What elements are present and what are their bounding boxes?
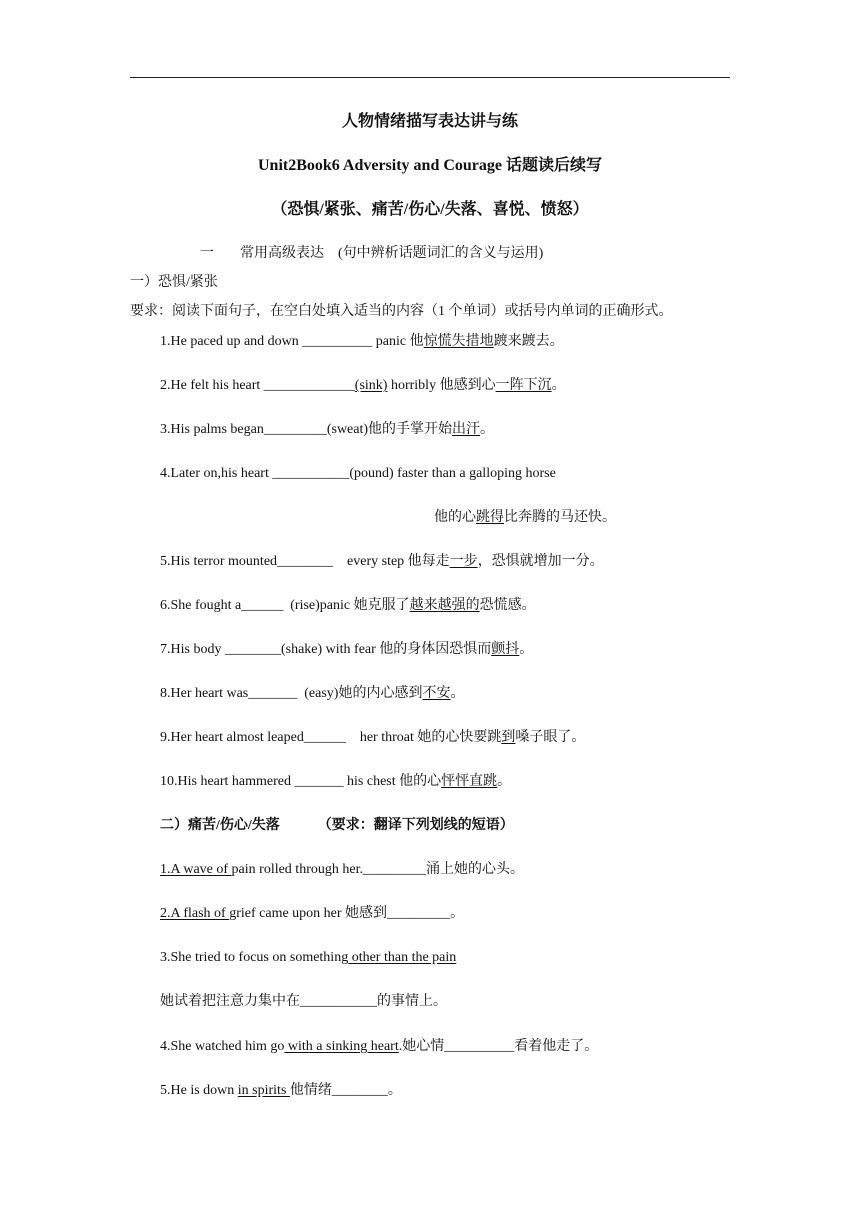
requirement-text: 要求：阅读下面句子，在空白处填入适当的内容（1 个单词）或括号内单词的正确形式。	[130, 304, 673, 319]
text-fragment: ______	[303, 730, 346, 745]
text-fragment: 2.A flash of	[160, 906, 230, 921]
text-fragment: other than the pain	[348, 950, 457, 965]
list-item	[160, 377, 566, 395]
text-fragment: __________	[302, 334, 373, 349]
text-fragment: _________	[387, 906, 451, 921]
text-fragment: (shake) with fear 他的身体因恐惧而	[280, 642, 492, 657]
section-one-title: 常用高级表达	[240, 246, 324, 261]
text-fragment: 。	[480, 422, 495, 437]
text-fragment: 他情绪	[289, 1083, 332, 1098]
text-fragment: her throat 她的心快要跳	[345, 730, 502, 745]
text-fragment: ___________	[300, 994, 377, 1009]
page-subtitle: Unit2Book6 Adversity and Courage 话题读后续写	[257, 157, 603, 174]
text-fragment: 他的心	[434, 510, 476, 525]
text-fragment: grief came upon her 她感到	[229, 906, 388, 921]
text-fragment: 8.Her heart was	[160, 686, 249, 701]
text-fragment: (sweat)他的手掌开始	[326, 422, 453, 437]
text-fragment: 。	[450, 686, 465, 701]
text-fragment: 3.His palms began	[160, 422, 264, 437]
text-fragment: 9.Her heart almost leaped	[160, 730, 304, 745]
text-fragment: 。	[519, 642, 534, 657]
list-item	[160, 641, 533, 659]
list-item	[160, 333, 564, 351]
text-fragment: 一阵下沉	[495, 378, 552, 393]
text-fragment: panic 他	[372, 334, 424, 349]
text-fragment: _____________	[263, 378, 355, 393]
text-fragment: 1.He paced up and down	[160, 334, 303, 349]
text-fragment: 7.His body	[160, 642, 225, 657]
text-fragment: (pound) faster than a galloping horse	[349, 466, 556, 481]
text-fragment: 出汗	[452, 422, 481, 437]
page-title: 人物情绪描写表达讲与练	[341, 113, 518, 130]
text-fragment: ________	[331, 1083, 388, 1098]
list-item	[160, 553, 604, 571]
text-fragment: 嗓子眼了。	[515, 730, 586, 745]
list-item	[160, 597, 536, 615]
text-fragment: pain rolled through her.	[231, 862, 363, 877]
section-one-number: 一	[200, 246, 214, 261]
text-fragment: 5.His terror mounted	[160, 554, 278, 569]
text-fragment: 比奔腾的马还快。	[504, 510, 616, 525]
text-fragment: 2.He felt his heart	[160, 378, 264, 393]
list-item	[160, 1082, 402, 1100]
text-fragment: 惊慌失措地	[423, 334, 494, 349]
text-fragment: 。	[387, 1083, 402, 1098]
list-item	[160, 729, 585, 747]
text-fragment: ________	[224, 642, 281, 657]
section-one-heading	[200, 245, 543, 263]
text-fragment: 6.She fought a	[160, 598, 242, 613]
text-fragment: 的事情上。	[377, 994, 447, 1009]
text-fragment: 怦怦直跳	[441, 774, 498, 789]
list-item	[160, 685, 464, 703]
text-fragment: every step 他每走	[333, 554, 450, 569]
text-fragment: with a sinking heart	[284, 1039, 399, 1054]
page-topics: （恐惧/紧张、痛苦/伤心/失落、喜悦、愤怒）	[271, 201, 589, 218]
list-item	[160, 421, 494, 439]
text-fragment: 踱来踱去。	[493, 334, 564, 349]
text-fragment: (sink)	[354, 378, 388, 393]
text-fragment: 看着他走了。	[514, 1039, 599, 1054]
text-fragment: horribly 他感到心	[387, 378, 496, 393]
text-fragment: 4.She watched him go	[160, 1039, 285, 1054]
text-fragment: (rise)panic 她克服了	[283, 598, 410, 613]
text-fragment: 5.He is down	[160, 1083, 238, 1098]
text-fragment: 。	[497, 774, 512, 789]
text-fragment: in spirits	[237, 1083, 290, 1098]
text-fragment: 。	[551, 378, 566, 393]
text-fragment: _________	[362, 862, 426, 877]
text-fragment: __________	[444, 1039, 515, 1054]
text-fragment: _______	[248, 686, 298, 701]
text-fragment: his chest 他的心	[343, 774, 442, 789]
text-fragment: 不安	[422, 686, 451, 701]
section-two-heading	[160, 817, 514, 835]
list-item	[160, 465, 556, 483]
text-fragment: 3.She tried to focus on something	[160, 950, 349, 965]
list-item	[160, 905, 464, 923]
text-fragment: 恐慌感。	[479, 598, 536, 613]
text-fragment: 涌上她的心头。	[425, 862, 524, 877]
text-fragment: ，恐惧就增加一分。	[477, 554, 604, 569]
text-fragment: 到	[501, 730, 516, 745]
list-item	[160, 949, 456, 967]
list-item-translation	[434, 509, 616, 527]
section-one-note: (句中辨析话题词汇的含义与运用)	[338, 246, 544, 261]
text-fragment: ______	[241, 598, 284, 613]
text-fragment: 她试着把注意力集中在	[160, 994, 300, 1009]
text-fragment: 一步	[449, 554, 478, 569]
section-two-note: （要求：翻译下列划线的短语）	[317, 818, 514, 833]
text-fragment: 颤抖	[491, 642, 520, 657]
section-two-title: 二）痛苦/伤心/失落	[160, 818, 280, 833]
list-item	[160, 773, 511, 791]
text-fragment: ___________	[272, 466, 350, 481]
list-item	[160, 861, 524, 879]
text-fragment: 4.Later on,his heart	[160, 466, 273, 481]
text-fragment: 。	[450, 906, 465, 921]
text-fragment: 10.His heart hammered	[160, 774, 295, 789]
text-fragment: 1.A wave of	[160, 862, 232, 877]
list-item-translation	[160, 993, 447, 1011]
text-fragment: 越来越强的	[409, 598, 480, 613]
text-fragment: ________	[277, 554, 334, 569]
text-fragment: (easy)她的内心感到	[297, 686, 423, 701]
top-rule	[130, 77, 730, 78]
text-fragment: 跳得	[476, 510, 504, 525]
text-fragment: .她心情	[398, 1039, 445, 1054]
text-fragment: _________	[263, 422, 327, 437]
sub-heading-fear: 一）恐惧/紧张	[130, 275, 218, 290]
list-item	[160, 1038, 598, 1056]
text-fragment: _______	[294, 774, 344, 789]
